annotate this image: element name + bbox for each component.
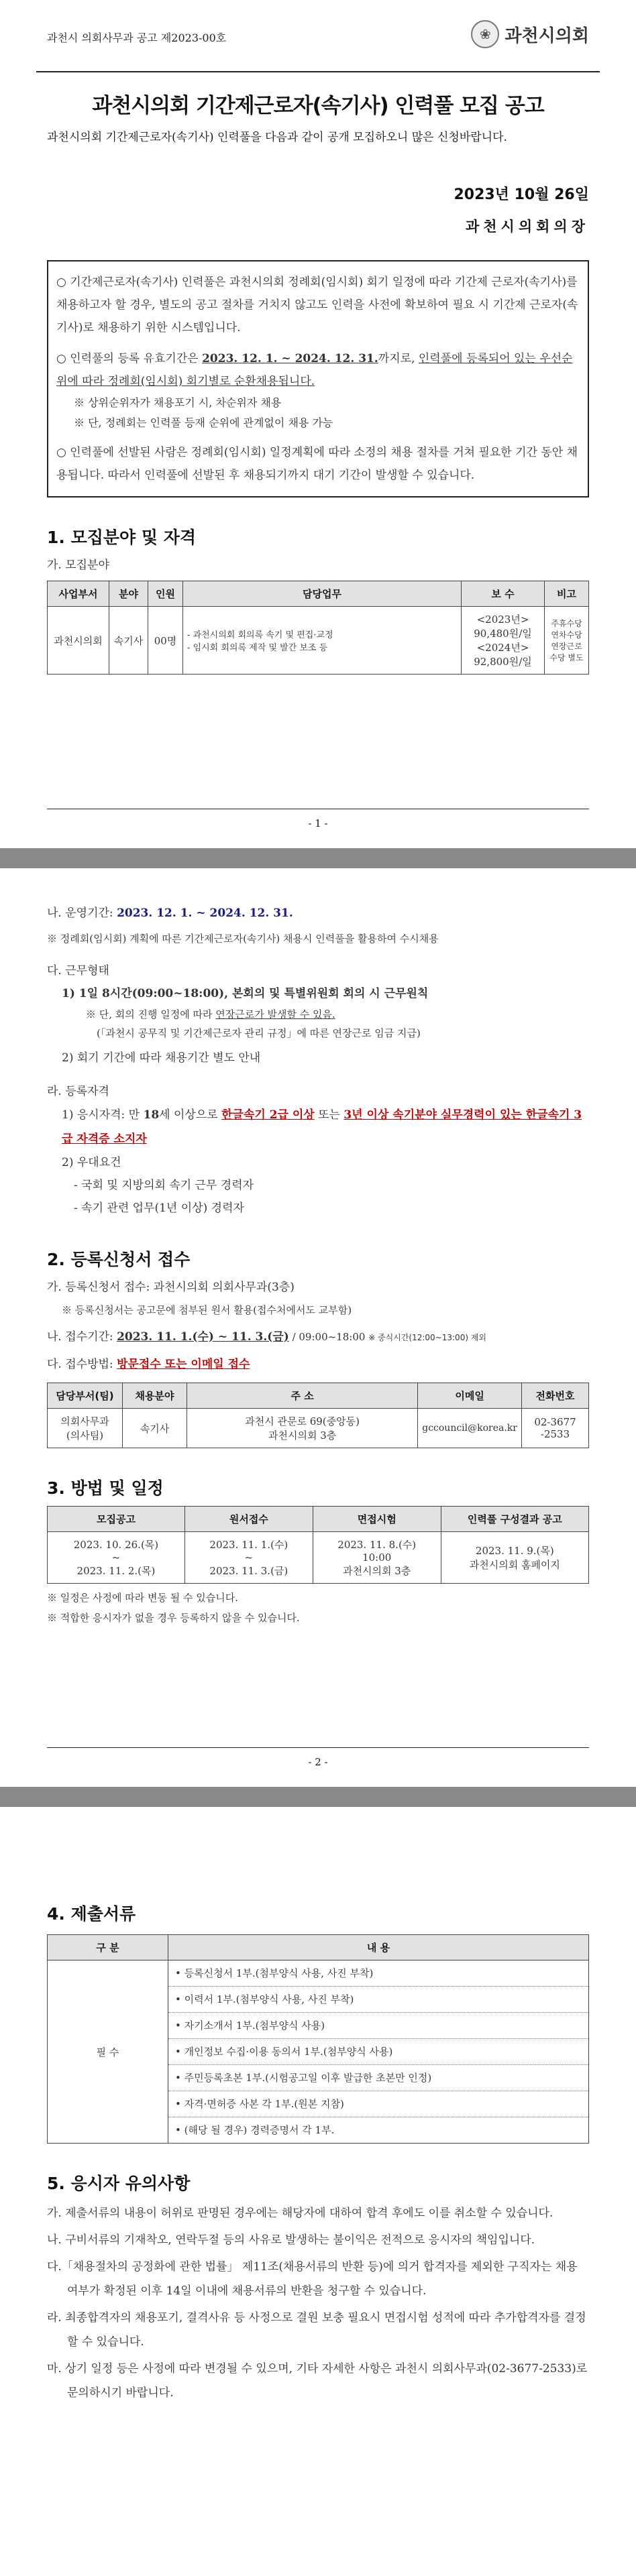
note-cell: 주휴수당 연차수당 연장근로수당 별도 [545,607,589,675]
sub-item: 2) 회기 기간에 따라 채용기간 별도 안내 [62,1051,261,1065]
doc-item: • (해당 될 경우) 경력증명서 각 1부. [175,2124,335,2136]
text: 나. 운영기간: [47,906,117,920]
text: 과천시의회 홈페이지 [469,1559,560,1571]
col-header: 분야 [109,581,148,607]
operation-period: 2023. 12. 1. ~ 2024. 12. 31. [117,906,293,920]
col-header: 담당업무 [183,581,462,607]
duty-cell [183,607,462,675]
pay-line: 92,800원/일 [474,656,532,668]
notice-item: 라. 최종합격자의 채용포기, 결격사유 등 사정으로 결원 보충 필요시 면접시험 성적에 따라 추가합격자를 결정할 수 있습니다. [47,2311,586,2349]
table-row [48,1532,589,1584]
table-row [48,1960,589,2144]
note: ※ 적합한 응시자가 없을 경우 등록하지 않을 수 있습니다. [47,1612,300,1624]
sub-item: - 속기 관련 업무(1년 이상) 경력자 [74,1202,244,1215]
text: 까지로, [378,352,419,365]
items-cell [168,1960,589,2144]
divider [47,1747,589,1748]
box-paragraph: ○ 기간제근로자(속기사) 인력풀은 과천시의회 정례회(임시회) 회기 일정에 따라 기간제 근로자(속기사)를 채용하고자 할 경우, 별도의 공고 절차를 거치지 않고도 인력을 사전에 확보하여 필요 시 기간제 근로자(속기사)로 채용하기 위한 시스템입니다. [56,276,578,335]
text: 과천시의회 3층 [268,1429,337,1442]
note: (「과천시 공무직 및 기간제근로자 관리 규정」에 따른 연장근로 임금 지급) [97,1027,421,1039]
council-seal-icon: ❀ [471,20,499,48]
cell [48,1532,185,1584]
table-header-row [48,1507,589,1532]
item-label [47,902,589,925]
page-title: 과천시의회 기간제근로자(속기사) 인력풀 모집 공고 [92,94,544,118]
col-header: 전화번호 [522,1383,589,1409]
box-note: ※ 단, 정례회는 인력풀 등재 순위에 관계없이 채용 가능 [74,416,333,429]
qualification: 한글속기 2급 이상 [221,1108,315,1122]
page-1 [0,0,636,848]
text: 2023. 11. 8.(수) [337,1539,417,1551]
item-label: 가. 등록신청서 접수: 과천시의회 의회사무과(3층) [47,1281,295,1294]
validity-period: 2023. 12. 1. ~ 2024. 12. 31. [202,352,378,365]
notice-item: 다.「채용절차의 공정화에 관한 법률」 제11조(채용서류의 반환 등)에 의거 합격자를 제외한 구직자는 채용 여부가 확정된 이후 14일 이내에 채용서류의 반환을 청구할 수 있습니다. [47,2260,578,2298]
sub-item: 1) 1일 8시간(09:00~18:00), 본회의 및 특별위원회 회의 시 근무원칙 [62,987,429,1000]
pay-cell [462,607,545,675]
text: 세 이상으로 [159,1108,222,1122]
documents-table [47,1934,589,2144]
text: 18 [143,1108,160,1122]
contact-table [47,1383,589,1448]
text: 또는 [314,1108,344,1122]
col-header: 채용분야 [123,1383,187,1409]
table-header-row [48,581,589,607]
note [47,1005,589,1024]
sub-item: - 국회 및 지방의회 속기 근무 경력자 [74,1179,254,1192]
text: -2533 [540,1428,570,1440]
text: 2023. 11. 9.(목) [475,1545,554,1557]
text: 연장근로가 발생할 수 있음. [215,1008,335,1020]
council-logo [471,20,589,48]
pay-line: 90,480원/일 [474,628,532,640]
notice-item: 마. 상기 일정 등은 사정에 따라 변경될 수 있으며, 기타 자세한 사항은 과천시 의회사무과(02-3677-2533)로 문의하시기 바랍니다. [47,2362,588,2400]
council-name: 과천시의회 [505,25,589,46]
notice-date: 2023년 10월 26일 [454,186,589,203]
text: 1) 응시자격: 만 [62,1108,144,1122]
cell [441,1532,588,1584]
cell: 과천시의회 [48,607,109,675]
cell [184,1532,313,1584]
cell: 속기사 [123,1409,187,1448]
text: (의사팀) [66,1429,104,1442]
notice-item: 나. 구비서류의 기재착오, 연락두절 등의 사유로 발생하는 불이익은 전적으로 응시자의 책임입니다. [47,2233,535,2247]
doc-item: • 주민등록초본 1부.(시험공고일 이후 발급한 초본만 인정) [168,2065,588,2091]
col-header: 사업부서 [48,581,109,607]
text: 2023. 11. 1.(수) [209,1539,288,1551]
item-label: 라. 등록자격 [47,1085,109,1098]
sub-item: 2) 우대요건 [62,1156,121,1169]
page-3 [0,1807,636,2576]
col-header: 주 소 [187,1383,418,1409]
text: / 09:00~18:00 [288,1331,369,1343]
col-header: 내 용 [168,1935,589,1960]
qualification: 3년 이상 속기분야 실무경력이 있는 한글속기 3급 자격증 소지자 [62,1108,582,1146]
section-heading: 3. 방법 및 일정 [47,1478,164,1498]
table-header-row [48,1383,589,1409]
note: ※ 정례회(임시회) 계획에 따른 기간제근로자(속기사) 채용시 인력풀을 활용하여 수시채용 [47,933,439,945]
item-label: 다. 근무형태 [47,964,109,978]
text: 방문접수 또는 이메일 접수 [117,1358,250,1371]
page-2 [0,868,636,1787]
notice-item: 가. 제출서류의 내용이 허위로 판명된 경우에는 해당자에 대하여 합격 후에도 이를 취소할 수 있습니다. [47,2207,553,2220]
text: ※ 단, 회의 진행 일정에 따라 [86,1008,216,1020]
note: ※ 등록신청서는 공고문에 첨부된 원서 활용(접수처에서도 교부함) [62,1304,352,1316]
text: 2023. 11. 3.(금) [209,1565,288,1577]
doc-item: • 개인정보 수집·이용 동의서 1부.(첨부양식 사용) [168,2039,588,2065]
col-header: 담당부서(팀) [48,1383,123,1409]
summary-box [47,260,589,497]
text: 과천시의회 3층 [343,1565,411,1577]
col-header: 보 수 [462,581,545,607]
section-heading: 2. 등록신청서 접수 [47,1250,191,1269]
pay-line: <2024년> [476,642,529,654]
table-header-row [48,1935,589,1960]
text: 의회사무과 [60,1415,109,1427]
table-row [48,1409,589,1448]
page-number: - 1 - [308,817,328,829]
notice-list [47,2201,589,2405]
item-label [47,1326,589,1349]
doc-item: • 이력서 1부.(첨부양식 사용, 사진 부착) [168,1987,588,2013]
doc-item: • 자기소개서 1부.(첨부양식 사용) [168,2013,588,2039]
text: 2023. 11. 2.(목) [76,1565,156,1577]
cell [313,1532,441,1584]
text: 인력풀에 등록되어 있는 우선순위에 따라 정례회(임시회) 회기별로 순환채용됩니다. [56,352,573,388]
col-header: 구 분 [48,1935,168,1960]
item-label: 가. 모집분야 [47,559,109,572]
page-number: - 2 - [308,1756,328,1768]
col-header: 모집공고 [48,1507,185,1532]
text: ~ [244,1552,254,1564]
doc-item: • 자격·면허증 사본 각 1부.(원본 지참) [168,2091,588,2117]
category-cell: 필 수 [48,1960,168,2144]
text: ○ 인력풀의 등록 유효기간은 [56,352,203,365]
cell [48,1409,123,1448]
cell [522,1409,589,1448]
section-heading: 4. 제출서류 [47,1904,136,1924]
section-heading: 1. 모집분야 및 자격 [47,528,197,547]
text: 02-3677 [534,1416,576,1428]
box-paragraph: ○ 인력풀에 선발된 사람은 정례회(임시회) 일정계획에 따라 소정의 채용 절차를 거쳐 필요한 기간 동안 채용됩니다. 따라서 인력풀에 선발된 후 채용되기까지 대기 기간이 발생할 수 있습니다. [56,446,578,482]
text: 과천시 관문로 69(중앙동) [245,1415,360,1427]
table-row [48,607,589,675]
box-paragraph [56,347,580,393]
text: ~ [111,1552,121,1564]
section-heading: 5. 응시자 유의사항 [47,2174,191,2193]
col-header: 원서접수 [184,1507,313,1532]
sub-item [47,1103,589,1151]
cell [187,1409,418,1448]
text: ※ 중식시간(12:00~13:00) 제외 [368,1333,487,1342]
text: 10:00 [362,1552,392,1564]
doc-number: 과천시 의회사무과 공고 제2023-00호 [47,32,227,44]
intro-text: 과천시의회 기간제근로자(속기사) 인력풀을 다음과 같이 공개 모집하오니 많은 신청바랍니다. [47,131,507,144]
col-header: 인력풀 구성결과 공고 [441,1507,588,1532]
text: 다. 접수방법: [47,1358,117,1371]
cell: 속기사 [109,607,148,675]
doc-item: • 등록신청서 1부.(첨부양식 사용, 사진 부착) [168,1960,588,1987]
schedule-table [47,1506,589,1584]
text: 2023. 11. 1.(수) ~ 11. 3.(금) [117,1330,289,1344]
box-note: ※ 상위순위자가 채용포기 시, 차순위자 채용 [74,396,282,409]
recruit-table [47,581,589,675]
duty-line: - 과천시의회 회의록 속기 및 편집·교정 [187,630,333,640]
cell: 00명 [148,607,183,675]
col-header: 면접시험 [313,1507,441,1532]
pay-line: <2023년> [476,613,529,626]
note: ※ 일정은 사정에 따라 변동 될 수 있습니다. [47,1592,238,1604]
item-label [47,1353,589,1376]
doc-header [36,0,600,72]
text: 2023. 10. 26.(목) [73,1539,159,1551]
col-header: 인원 [148,581,183,607]
text: 나. 접수기간: [47,1330,117,1344]
issuer: 과천시의회의장 [465,219,589,235]
col-header: 이메일 [418,1383,522,1409]
col-header: 비고 [545,581,589,607]
duty-line: - 임시회 회의록 제작 및 발간 보조 등 [187,643,328,653]
email-cell: gccouncil@korea.kr [418,1409,522,1448]
